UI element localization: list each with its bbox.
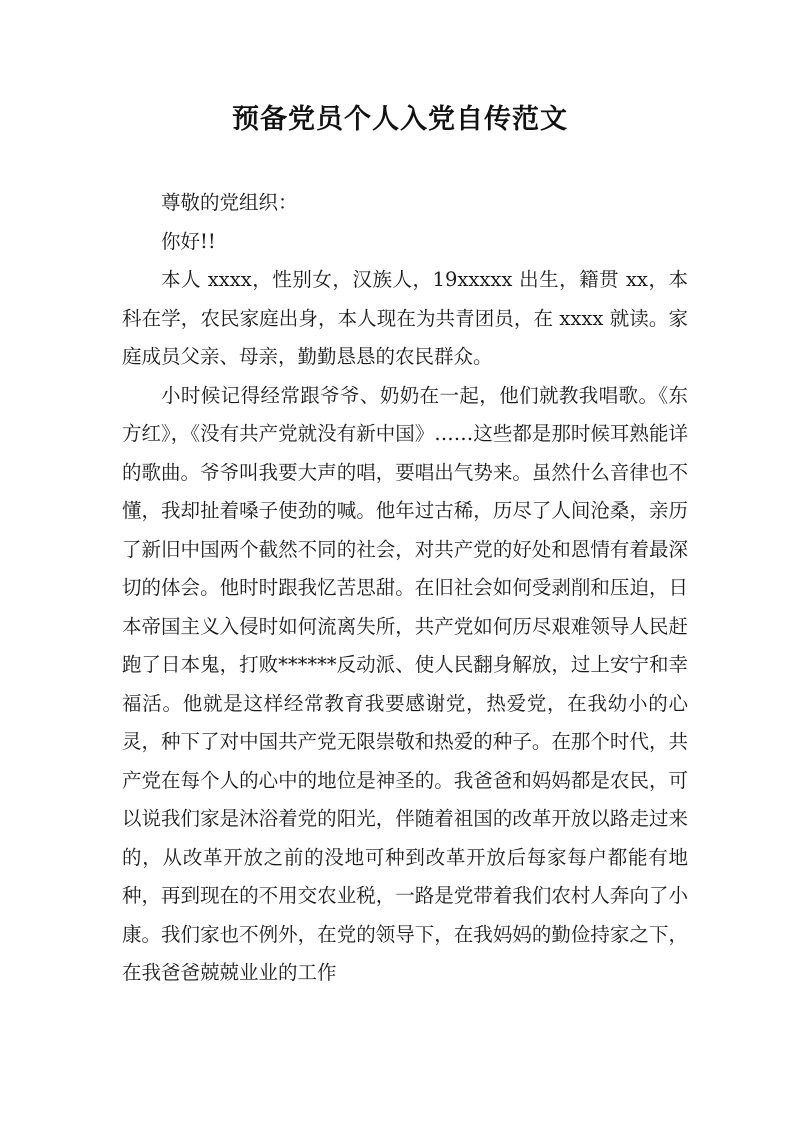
document-title: 预备党员个人入党自传范文 bbox=[232, 104, 568, 135]
paragraph-personal-info: 本人 xxxx，性别女，汉族人，19xxxxx 出生，籍贯 xx，本科在学，农民家庭出身，本人现在为共青团员，在 xxxx 就读。家庭成员父亲、母亲，勤勤恳恳的农民群众。 bbox=[122, 268, 688, 368]
greeting: 你好!! bbox=[161, 229, 216, 253]
document-body bbox=[122, 184, 688, 993]
salutation: 尊敬的党组织： bbox=[161, 191, 298, 214]
paragraph-childhood: 小时候记得经常跟爷爷、奶奶在一起，他们就教我唱歌。《东方红》，《没有共产党就没有新中国》……这些都是那时候耳熟能详的歌曲。爷爷叫我要大声的唱，要唱出气势来。虽然什么音律也不懂，我却扯着嗓子使劲的喊。他年过古稀，历尽了人间沧桑，亲历了新旧中国两个截然不同的社会，对共产党的好处和恩情有着最深切的体会。他时时跟我忆苦思甜。在旧社会如何受剥削和压迫，日本帝国主义入侵时如何流离失所，共产党如何历尽艰难领导人民赶跑了日本鬼，打败******反动派、使人民翻身解放，过上安宁和幸福活。他就是这样经常教育我要感谢党，热爱党，在我幼小的心灵，种下了对中国共产党无限崇敬和热爱的种子。在那个时代，共产党在每个人的心中的地位是神圣的。我爸爸和妈妈都是农民，可以说我们家是沐浴着党的阳光，伴随着祖国的改革开放以路走过来的，从改革开放之前的没地可种到改革开放后每家每户都能有地种，再到现在的不用交农业税，一路是党带着我们农村人奔向了小康。我们家也不例外，在党的领导下，在我妈妈的勤俭持家之下，在我爸爸兢兢业业的工作 bbox=[122, 383, 688, 984]
